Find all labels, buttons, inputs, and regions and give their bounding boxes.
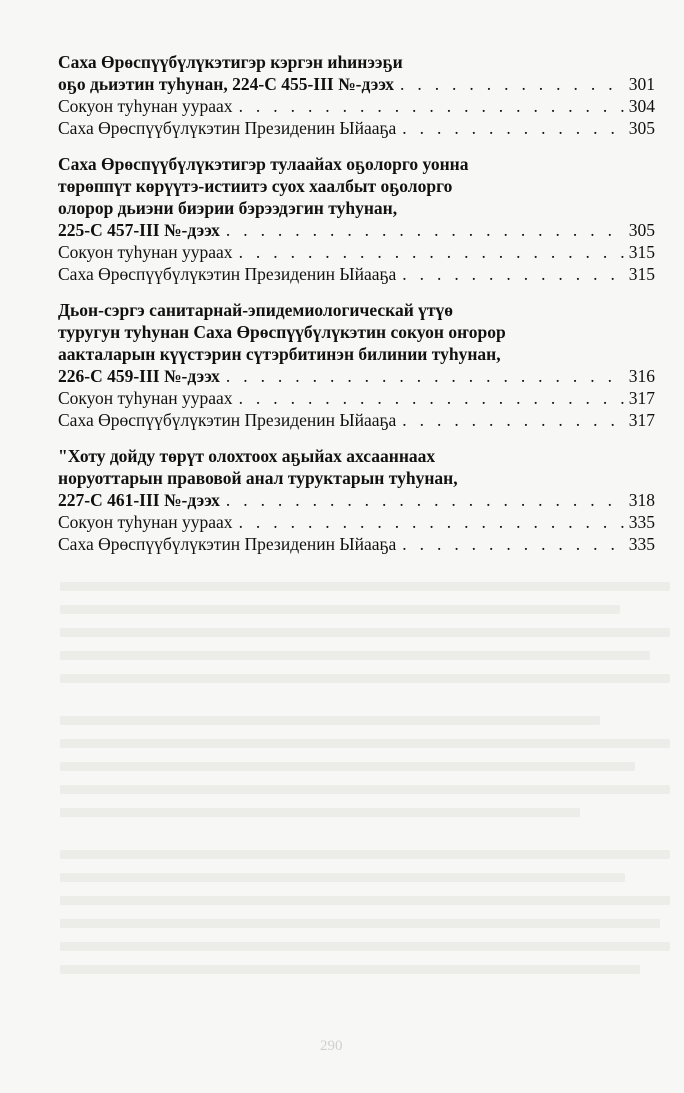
toc-subentry-label: Сокуон туһунан уураах [58,96,233,116]
bleed-through-line [60,942,670,951]
toc-subentry-label: Саха Өрөспүүбүлүкэтин Президенин Ыйааҕа [58,534,397,554]
dot-leader [239,95,624,117]
toc-subentry-label: Саха Өрөспүүбүлүкэтин Президенин Ыйааҕа [58,118,397,138]
dot-leader [239,511,624,533]
toc-entry-title-line: оҕо дьиэтин туһунан, 224-С 455-III №-дээх [58,74,394,94]
toc-entry-title-line: аакталарын күүстэрин сүтэрбитинэн билинии туһунан, [58,344,501,364]
toc-subentry-label: Сокуон туһунан уураах [58,242,233,262]
dot-leader [402,533,623,555]
bleed-through-line [60,674,670,683]
page-number: 317 [628,410,655,430]
bleed-through-line [60,850,670,859]
toc-entry-title-line: 226-С 459-III №-дээх [58,366,220,386]
table-of-contents [58,51,655,569]
bleed-through-line [60,785,670,794]
toc-subentry-label: Саха Өрөспүүбүлүкэтин Президенин Ыйааҕа [58,264,397,284]
toc-subentry[interactable] [58,533,655,555]
toc-entry-title-row[interactable] [58,365,655,387]
page-number: 318 [628,490,655,510]
page-number: 317 [628,388,655,408]
dot-leader [226,489,624,511]
bleed-through-line [60,919,660,928]
toc-subentry[interactable] [58,117,655,139]
toc-entry-title-line: норуоттарын правовой анал туруктарын туһунан, [58,468,458,488]
toc-entry [58,153,655,285]
dot-leader [400,73,624,95]
bleed-through-line [60,605,620,614]
toc-entry-title-line: 225-С 457-III №-дээх [58,220,220,240]
bleed-through-line [60,896,670,905]
page-number: 315 [628,264,655,284]
toc-entry-title-row[interactable] [58,219,655,241]
dot-leader [226,365,624,387]
toc-entry-title-line: төрөппүт көрүүтэ-истиитэ суох хаалбыт оҕолорго [58,176,453,196]
toc-subentry[interactable] [58,263,655,285]
page-number: 315 [628,242,655,262]
toc-subentry[interactable] [58,511,655,533]
toc-entry-title-line: олорор дьиэни биэрии бэрээдэгин туһунан, [58,198,398,218]
toc-entry-title-row[interactable] [58,489,655,511]
dot-leader [239,387,624,409]
bleed-through-line [60,582,670,591]
toc-entry-title-line: "Хоту дойду төрүт олохтоох аҕыйах ахсааннаах [58,446,436,466]
bleed-through-line [60,808,580,817]
bleed-through-line [60,651,650,660]
toc-entry [58,445,655,555]
page-number: 305 [628,220,655,240]
toc-entry [58,299,655,431]
toc-entry-title-row[interactable] [58,73,655,95]
toc-subentry-label: Саха Өрөспүүбүлүкэтин Президенин Ыйааҕа [58,410,397,430]
page-number: 304 [628,96,655,116]
toc-entry [58,51,655,139]
bleed-through-line [60,716,600,725]
page-number: 335 [628,534,655,554]
dot-leader [402,409,623,431]
toc-subentry[interactable] [58,409,655,431]
bleed-through-line [60,739,670,748]
page-number: 316 [628,366,655,386]
toc-subentry[interactable] [58,241,655,263]
bleed-through-line [60,762,635,771]
toc-subentry[interactable] [58,387,655,409]
bleed-through-line [60,873,625,882]
toc-entry-title-line: 227-С 461-III №-дээх [58,490,220,510]
toc-subentry[interactable] [58,95,655,117]
toc-entry-title-line: Саха Өрөспүүбүлүкэтигэр тулаайах оҕолорго уонна [58,154,469,174]
toc-entry-title-line: туругун туһунан Саха Өрөспүүбүлүкэтин сокуон оҥорор [58,322,506,342]
toc-entry-title-line: Саха Өрөспүүбүлүкэтигэр кэргэн иһинээҕи [58,52,403,72]
dot-leader [226,219,624,241]
page-number: 301 [628,74,655,94]
toc-subentry-label: Сокуон туһунан уураах [58,388,233,408]
page-folio-number: 290 [320,1038,343,1054]
toc-subentry-label: Сокуон туһунан уураах [58,512,233,532]
bleed-through-line [60,965,640,974]
page-number: 335 [628,512,655,532]
dot-leader [402,263,623,285]
bleed-through-line [60,628,670,637]
dot-leader [239,241,624,263]
page-number: 305 [628,118,655,138]
dot-leader [402,117,623,139]
toc-entry-title-line: Дьон-сэргэ санитарнай-эпидемиологическай үтүө [58,300,454,320]
